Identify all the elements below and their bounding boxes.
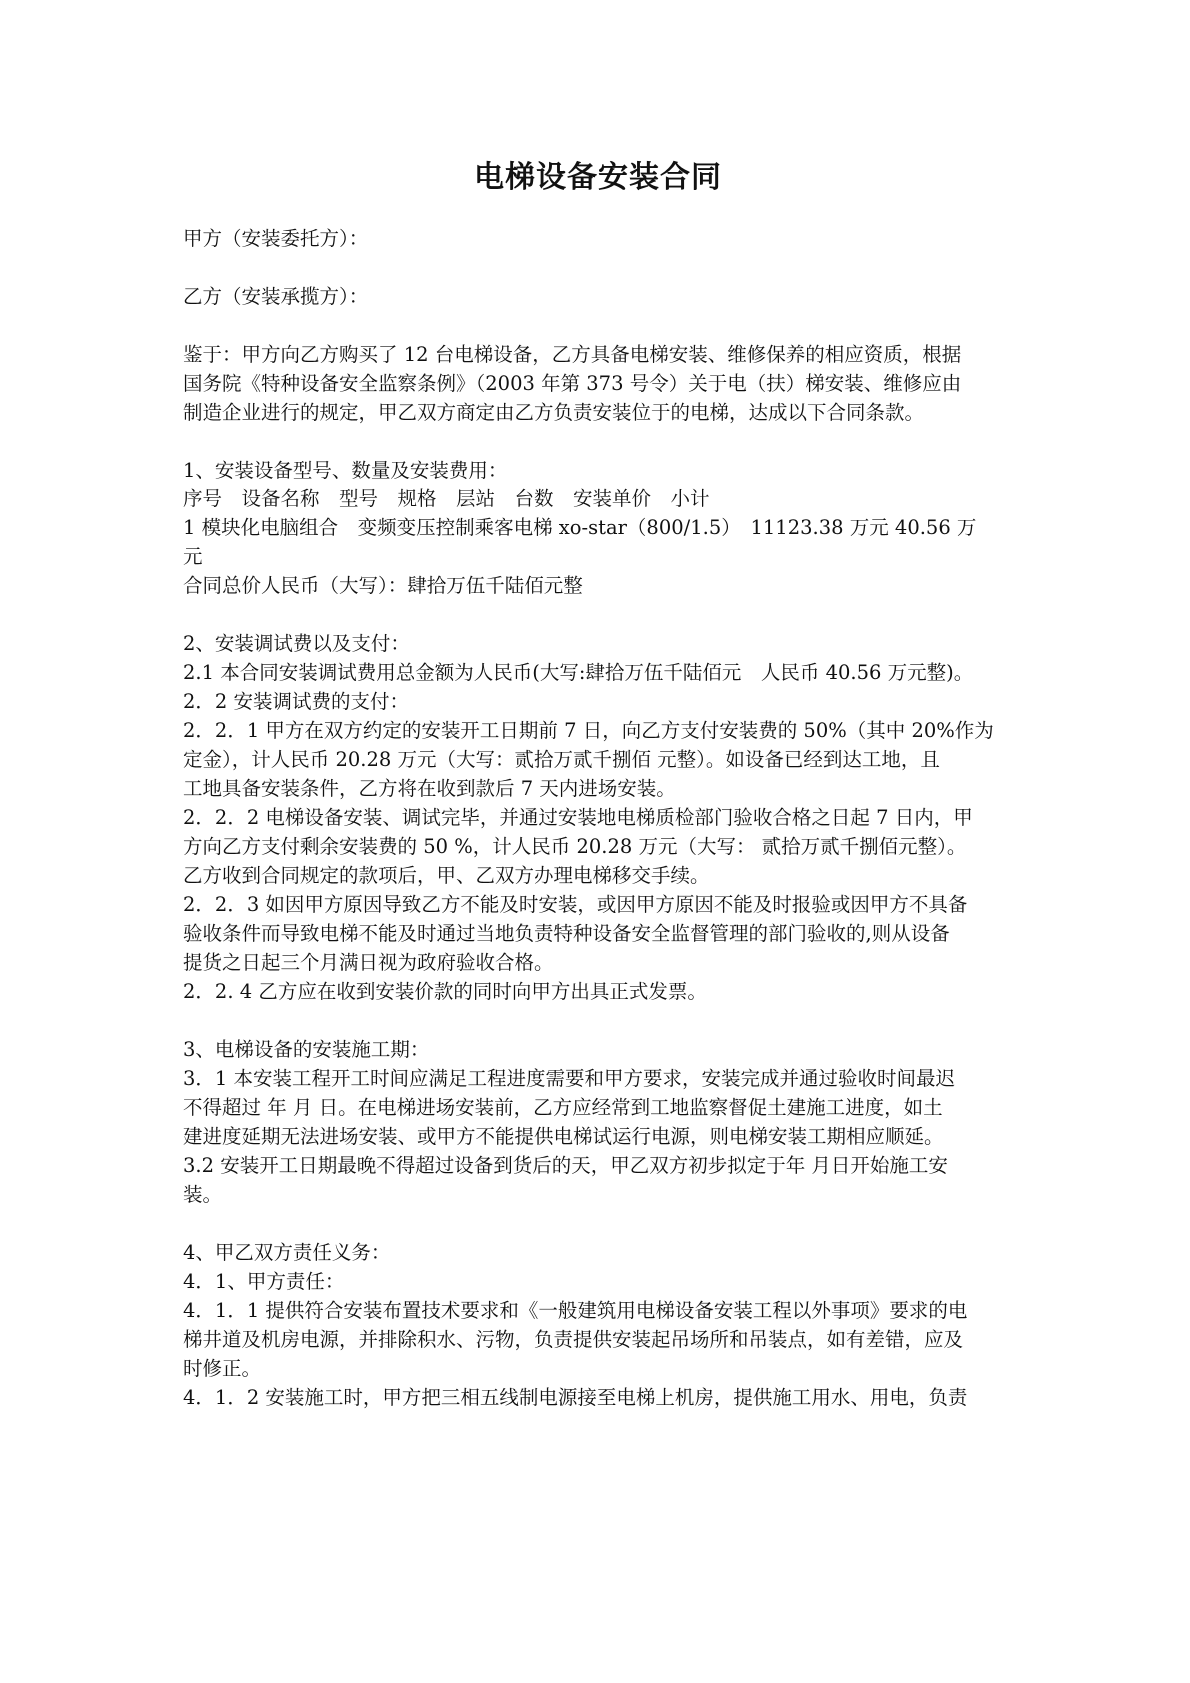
party-a-line: 甲方（安装委托方）： bbox=[183, 227, 369, 250]
clause-2-2-3-line-1: 2．2．3 如因甲方原因导致乙方不能及时安装，或因甲方原因不能及时报验或因甲方不具备 bbox=[183, 893, 968, 916]
clause-2-2-3-line-2: 验收条件而导致电梯不能及时通过当地负责特种设备安全监督管理的部门验收的,则从设备 bbox=[183, 922, 950, 945]
clause-2-2-2-line-1: 2．2．2 电梯设备安装、调试完毕，并通过安装地电梯质检部门验收合格之日起 7 日内，甲 bbox=[183, 806, 973, 829]
clause-3-1-line-3: 建进度延期无法进场安装、或甲方不能提供电梯试运行电源，则电梯安装工期相应顺延。 bbox=[183, 1125, 944, 1148]
clause-4-1-2-line-1: 4．1．2 安装施工时，甲方把三相五线制电源接至电梯上机房，提供施工用水、用电，负责 bbox=[183, 1386, 968, 1409]
section-3-heading: 3、电梯设备的安装施工期： bbox=[183, 1038, 430, 1061]
party-b-line: 乙方（安装承揽方）： bbox=[183, 285, 369, 308]
clause-2-1: 2.1 本合同安装调试费用总金额为人民币(大写:肆拾万伍千陆佰元 人民币 40.56 万元整)。 bbox=[183, 661, 974, 684]
clause-2-2-1-line-2: 定金），计人民币 20.28 万元（大写：贰拾万贰千捌佰 元整）。如设备已经到达工地，且 bbox=[183, 748, 940, 771]
clause-2-2: 2．2 安装调试费的支付： bbox=[183, 690, 410, 713]
clause-3-2-line-2: 装。 bbox=[183, 1183, 223, 1206]
clause-3-1-line-2: 不得超过 年 月 日。在电梯进场安装前，乙方应经常到工地监察督促土建施工进度，如土 bbox=[183, 1096, 943, 1119]
clause-2-2-1-line-1: 2．2．1 甲方在双方约定的安装开工日期前 7 日，向乙方支付安装费的 50%（其中 20%作为 bbox=[183, 719, 994, 742]
preamble-line-1: 鉴于：甲方向乙方购买了 12 台电梯设备，乙方具备电梯安装、维修保养的相应资质，根据 bbox=[183, 343, 962, 366]
clause-2-2-4: 2．2. 4 乙方应在收到安装价款的同时向甲方出具正式发票。 bbox=[183, 980, 707, 1003]
equipment-row-line-1: 1 模块化电脑组合 变频变压控制乘客电梯 xo-star（800/1.5） 11123.38 万元 40.56 万 bbox=[183, 516, 977, 539]
clause-3-2-line-1: 3.2 安装开工日期最晚不得超过设备到货后的天，甲乙双方初步拟定于年 月日开始施工安 bbox=[183, 1154, 948, 1177]
preamble-line-3: 制造企业进行的规定，甲乙双方商定由乙方负责安装位于的电梯，达成以下合同条款。 bbox=[183, 401, 925, 424]
clause-4-1-1-line-3: 时修正。 bbox=[183, 1357, 262, 1380]
document-title: 电梯设备安装合同 bbox=[474, 160, 722, 195]
preamble-line-2: 国务院《特种设备安全监察条例》（2003 年第 373 号令）关于电（扶）梯安装、维修应由 bbox=[183, 372, 962, 395]
equipment-table-header: 序号 设备名称 型号 规格 层站 台数 安装单价 小计 bbox=[183, 487, 710, 510]
section-4-heading: 4、甲乙双方责任义务： bbox=[183, 1241, 391, 1264]
clause-3-1-line-1: 3．1 本安装工程开工时间应满足工程进度需要和甲方要求，安装完成并通过验收时间最迟 bbox=[183, 1067, 956, 1090]
equipment-row-line-2: 元 bbox=[183, 545, 203, 568]
contract-page bbox=[183, 0, 1013, 1683]
clause-2-2-1-line-3: 工地具备安装条件，乙方将在收到款后 7 天内进场安装。 bbox=[183, 777, 676, 800]
section-1-heading: 1、安装设备型号、数量及安装费用： bbox=[183, 459, 508, 482]
clause-2-2-3-line-3: 提货之日起三个月满日视为政府验收合格。 bbox=[183, 951, 554, 974]
clause-4-1-1-line-1: 4．1．1 提供符合安装布置技术要求和《一般建筑用电梯设备安装工程以外事项》要求的电 bbox=[183, 1299, 968, 1322]
section-2-heading: 2、安装调试费以及支付： bbox=[183, 632, 410, 655]
clause-2-2-2-line-3: 乙方收到合同规定的款项后，甲、乙双方办理电梯移交手续。 bbox=[183, 864, 710, 887]
clause-2-2-2-line-2: 方向乙方支付剩余安装费的 50 %，计人民币 20.28 万元（大写： 贰拾万贰千捌佰元整）。 bbox=[183, 835, 967, 858]
clause-4-1: 4．1、甲方责任： bbox=[183, 1270, 345, 1293]
contract-total-line: 合同总价人民币（大写）：肆拾万伍千陆佰元整 bbox=[183, 574, 583, 597]
clause-4-1-1-line-2: 梯井道及机房电源，并排除积水、污物，负责提供安装起吊场所和吊装点，如有差错，应及 bbox=[183, 1328, 964, 1351]
